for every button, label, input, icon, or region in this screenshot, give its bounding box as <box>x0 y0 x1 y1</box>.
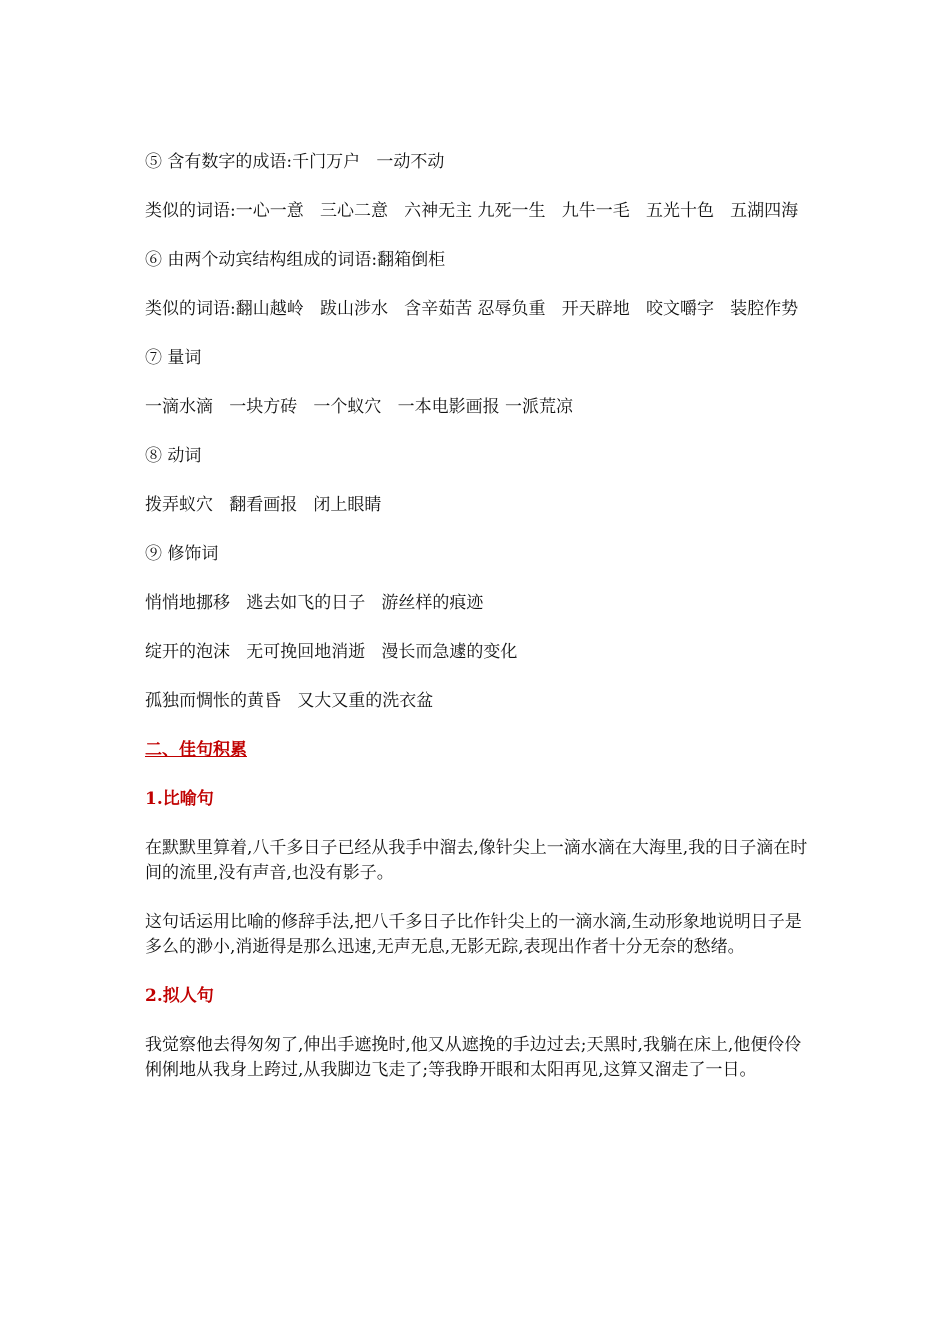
measure-word-heading: ⑦ 量词 <box>145 348 202 368</box>
section-heading-good-sentences: 二、佳句积累 <box>145 740 247 760</box>
similar-number-idioms: 类似的词语:一心一意 三心二意 六神无主 九死一生 九牛一毛 五光十色 五湖四海 <box>145 201 799 221</box>
personification-sentence: 我觉察他去得匆匆了,伸出手遮挽时,他又从遮挽的手边过去;天黑时,我躺在床上,他便伶伶俐俐地从我身上跨过,从我脚边飞走了;等我睁开眼和太阳再见,这算又溜走了一日。 <box>145 1035 802 1080</box>
verb-list: 拨弄蚁穴 翻看画报 闭上眼睛 <box>145 495 382 515</box>
modifier-list-2: 绽开的泡沫 无可挽回地消逝 漫长而急遽的变化 <box>145 642 518 662</box>
modifier-list-3: 孤独而惆怅的黄昏 又大又重的洗衣盆 <box>145 691 434 711</box>
document-body <box>145 150 810 1107</box>
metaphor-heading: 1.比喻句 <box>145 789 214 809</box>
idiom-number-heading: ⑤ 含有数字的成语:千门万户 一动不动 <box>145 152 445 172</box>
modifier-list-1: 悄悄地挪移 逃去如飞的日子 游丝样的痕迹 <box>145 593 484 613</box>
verb-heading: ⑧ 动词 <box>145 446 202 466</box>
metaphor-analysis: 这句话运用比喻的修辞手法,把八千多日子比作针尖上的一滴水滴,生动形象地说明日子是多么的渺小,消逝得是那么迅速,无声无息,无影无踪,表现出作者十分无奈的愁绪。 <box>145 912 802 957</box>
modifier-heading: ⑨ 修饰词 <box>145 544 219 564</box>
similar-verb-object-words: 类似的词语:翻山越岭 跋山涉水 含辛茹苦 忍辱负重 开天辟地 咬文嚼字 装腔作势 <box>145 299 799 319</box>
metaphor-sentence: 在默默里算着,八千多日子已经从我手中溜去,像针尖上一滴水滴在大海里,我的日子滴在时间的流里,没有声音,也没有影子。 <box>145 838 808 883</box>
measure-word-list: 一滴水滴 一块方砖 一个蚁穴 一本电影画报 一派荒凉 <box>145 397 574 417</box>
personification-heading: 2.拟人句 <box>145 986 214 1006</box>
verb-object-heading: ⑥ 由两个动宾结构组成的词语:翻箱倒柜 <box>145 250 446 270</box>
